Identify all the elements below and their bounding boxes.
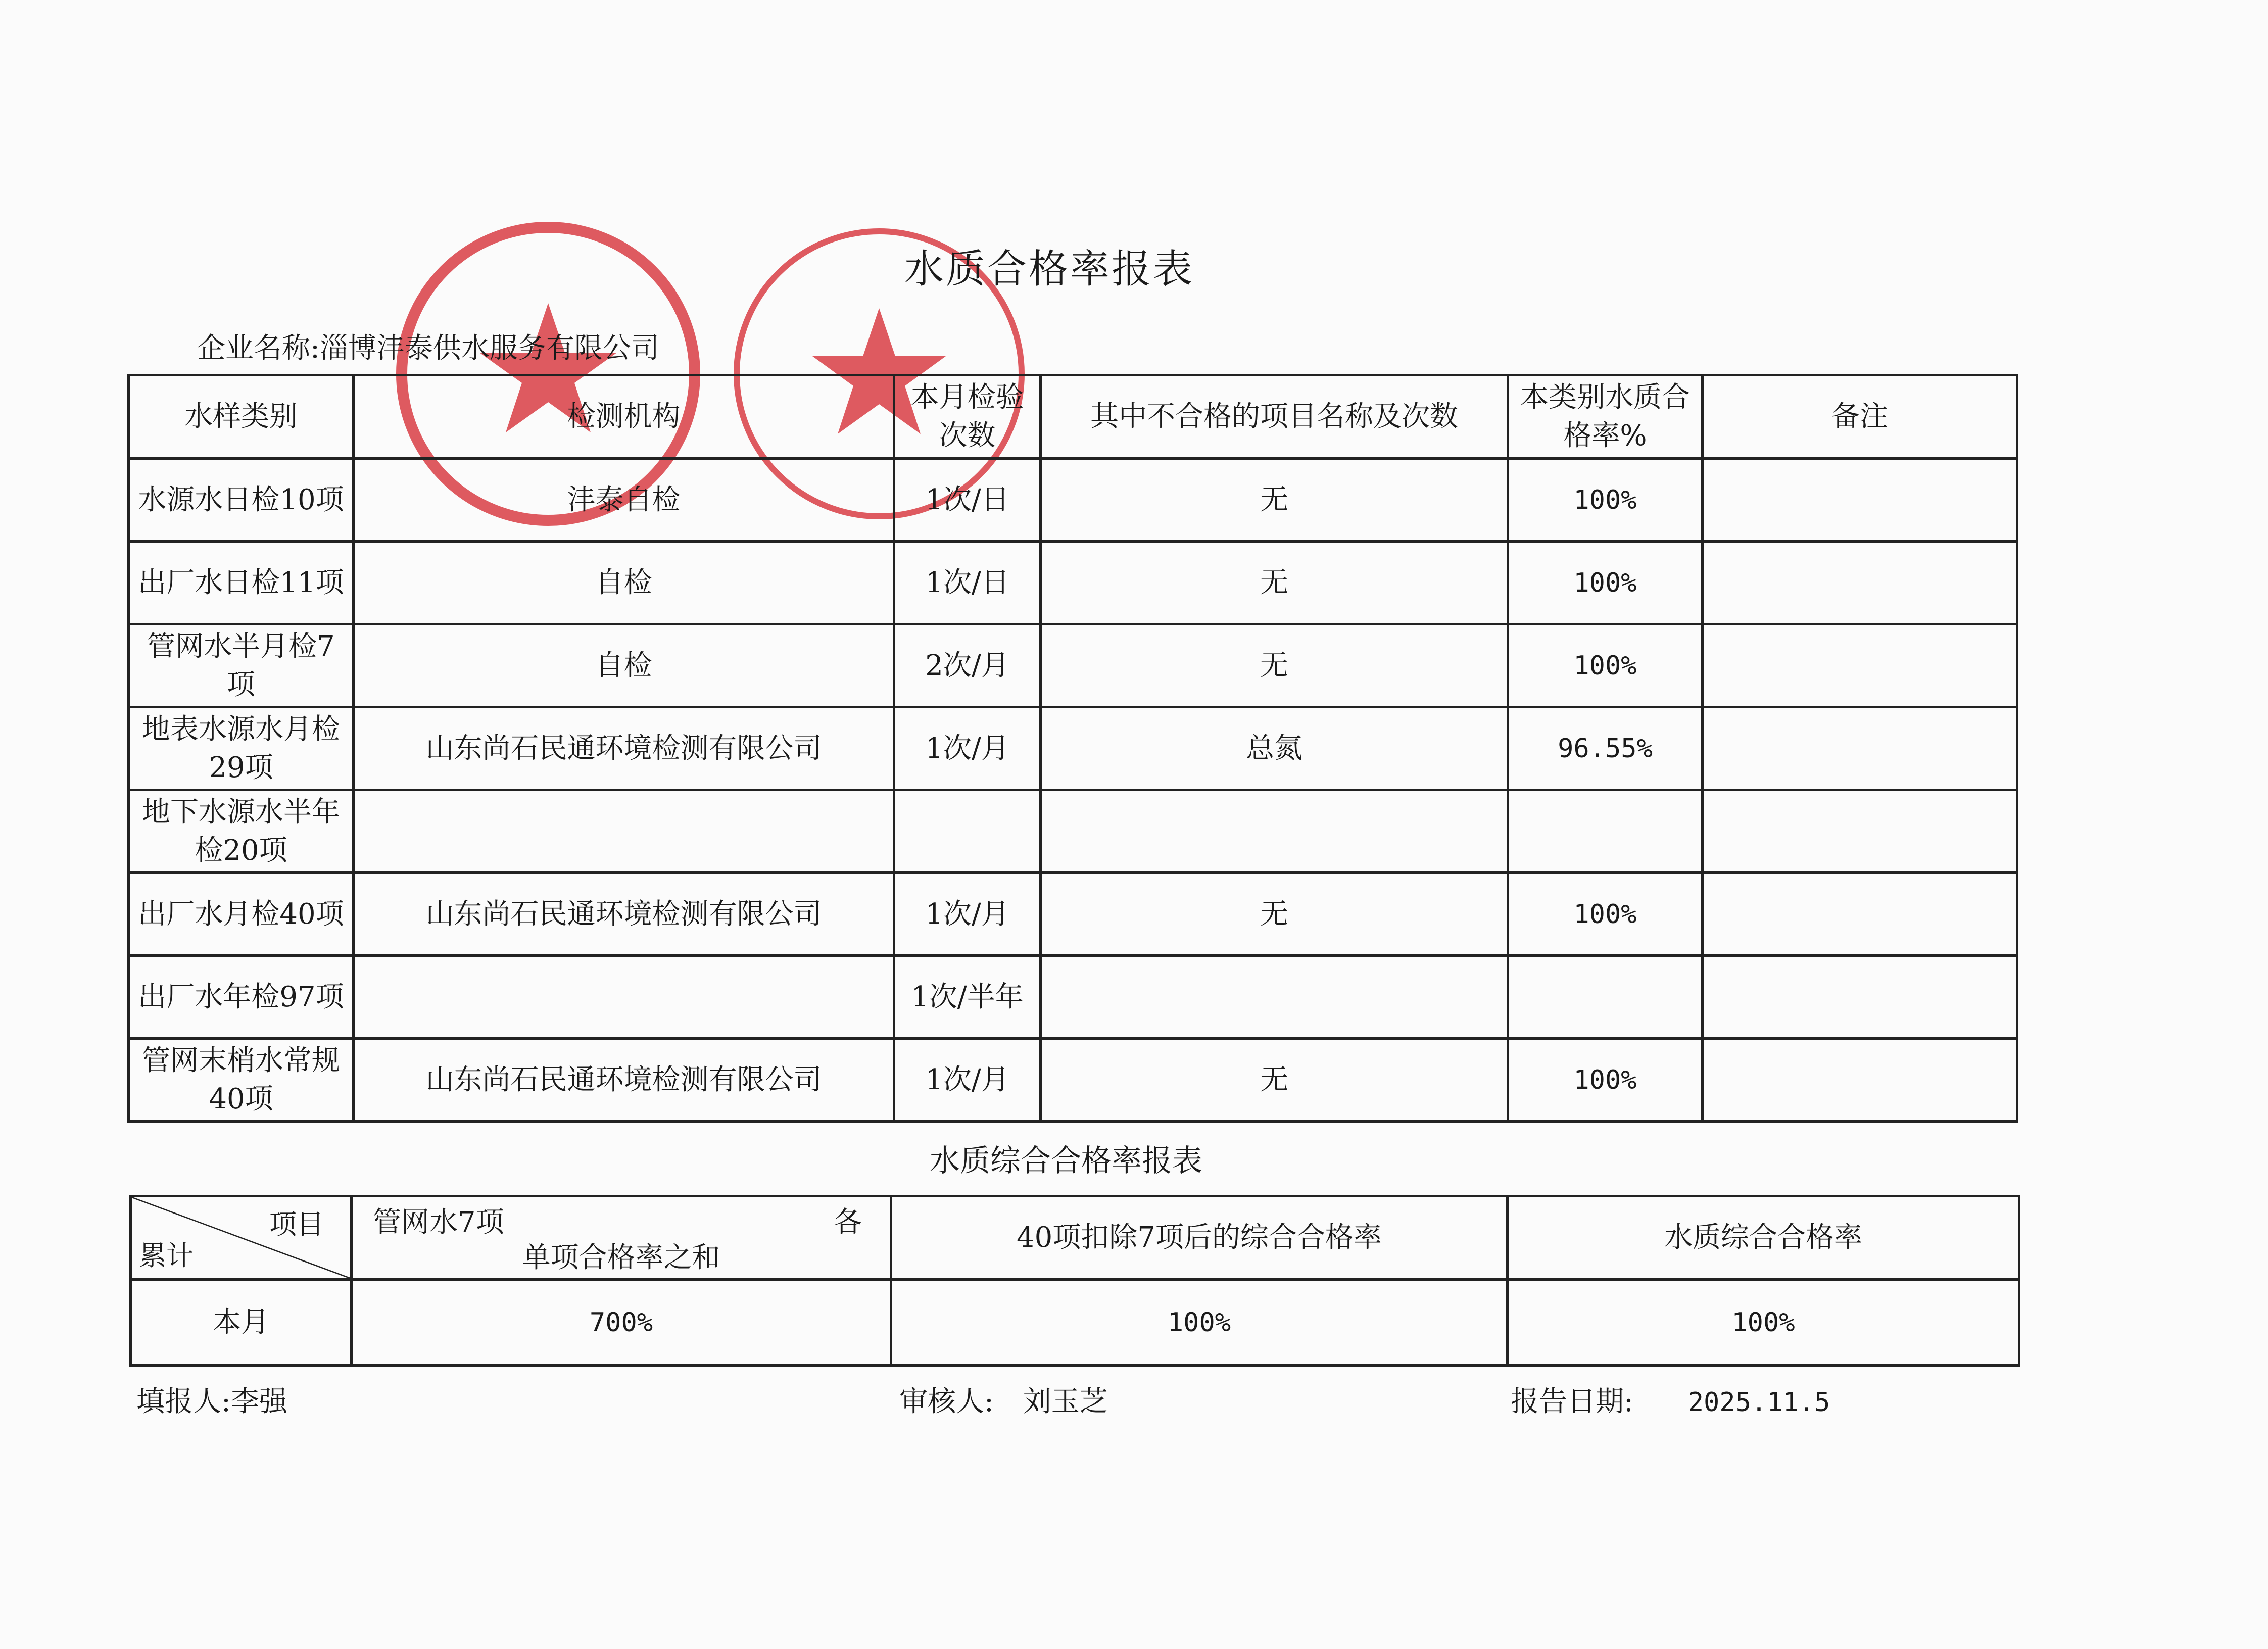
- cell-frequency: 1次/月: [894, 1039, 1041, 1122]
- table-row: [129, 873, 2017, 956]
- cell-rate: 100%: [1508, 459, 1703, 542]
- reviewer-label: 审核人:: [899, 1385, 994, 1418]
- cell-category: 地表水源水月检29项: [129, 707, 354, 790]
- cell-rate: 96.55%: [1508, 707, 1703, 790]
- cell-frequency: 1次/半年: [894, 956, 1041, 1039]
- cell-rate: [1508, 956, 1703, 1039]
- cell-agency: [354, 790, 894, 873]
- table-row: [129, 707, 2017, 790]
- summary-header-row: [131, 1196, 2019, 1280]
- company-line: [197, 326, 659, 366]
- cell-failed: 总氮: [1041, 707, 1508, 790]
- cell-note: [1703, 707, 2017, 790]
- date-field: [1511, 1379, 1830, 1420]
- cell-failed: 无: [1041, 459, 1508, 542]
- cell-category: 水源水日检10项: [129, 459, 354, 542]
- diagonal-header: [131, 1196, 352, 1280]
- table-row: [129, 790, 2017, 873]
- cell-frequency: 1次/月: [894, 707, 1041, 790]
- cell-category: 出厂水年检97项: [129, 956, 354, 1039]
- cell-note: [1703, 459, 2017, 542]
- cell-agency: 山东尚石民通环境检测有限公司: [354, 1039, 894, 1122]
- cell-rate: 100%: [1508, 624, 1703, 707]
- cell-failed: 无: [1041, 1039, 1508, 1122]
- date-label: 报告日期:: [1511, 1385, 1633, 1418]
- row-label: 本月: [131, 1280, 352, 1366]
- cell-frequency: 1次/日: [894, 542, 1041, 624]
- report-date: 2025.11.5: [1687, 1387, 1830, 1418]
- table-row: [129, 1039, 2017, 1122]
- table-row: [129, 542, 2017, 624]
- header-note: 备注: [1703, 375, 2017, 459]
- header-sum-rates: [352, 1196, 891, 1280]
- filler-name: 李强: [230, 1385, 287, 1418]
- header-category: 水样类别: [129, 375, 354, 459]
- cell-frequency: 1次/日: [894, 459, 1041, 542]
- cell-failed: 无: [1041, 873, 1508, 956]
- table-row: [129, 956, 2017, 1039]
- cell-note: [1703, 1039, 2017, 1122]
- header-pass-rate: 本类别水质合格率%: [1508, 375, 1703, 459]
- header-composite-40: 40项扣除7项后的综合合格率: [891, 1196, 1508, 1280]
- quality-table: [127, 374, 2018, 1123]
- header-agency: 检测机构: [354, 375, 894, 459]
- page-title: 水质合格率报表: [904, 247, 1195, 292]
- summary-row: [131, 1280, 2019, 1366]
- cell-frequency: 1次/月: [894, 873, 1041, 956]
- cell-agency: 沣泰自检: [354, 459, 894, 542]
- header-failed-items: 其中不合格的项目名称及次数: [1041, 375, 1508, 459]
- cell-agency: 山东尚石民通环境检测有限公司: [354, 707, 894, 790]
- cell-frequency: [894, 790, 1041, 873]
- cell-failed: [1041, 956, 1508, 1039]
- cell-rate: [1508, 790, 1703, 873]
- header-composite-rate: 水质综合合格率: [1508, 1196, 2019, 1280]
- summary-title: 水质综合合格率报表: [930, 1143, 1202, 1179]
- cell-category: 地下水源水半年检20项: [129, 790, 354, 873]
- reviewer-name: 刘玉芝: [1023, 1385, 1108, 1418]
- cell-rate: 100%: [1508, 1039, 1703, 1122]
- cell-agency: 山东尚石民通环境检测有限公司: [354, 873, 894, 956]
- cell-note: [1703, 790, 2017, 873]
- col1-left-text: 管网水7项: [373, 1206, 504, 1239]
- table-row: [129, 624, 2017, 707]
- table-row: [129, 459, 2017, 542]
- cell-agency: [354, 956, 894, 1039]
- cell-composite-rate: 100%: [1508, 1280, 2019, 1366]
- header-frequency: 本月检验次数: [894, 375, 1041, 459]
- summary-table: [129, 1195, 2020, 1367]
- cell-category: 管网末梢水常规40项: [129, 1039, 354, 1122]
- cell-failed: 无: [1041, 542, 1508, 624]
- diag-top-label: 项目: [269, 1208, 324, 1240]
- cell-category: 出厂水月检40项: [129, 873, 354, 956]
- cell-note: [1703, 873, 2017, 956]
- cell-failed: [1041, 790, 1508, 873]
- cell-failed: 无: [1041, 624, 1508, 707]
- col1-bottom-text: 单项合格率之和: [522, 1241, 720, 1274]
- cell-agency: 自检: [354, 542, 894, 624]
- cell-category: 出厂水日检11项: [129, 542, 354, 624]
- filler-field: [136, 1379, 287, 1420]
- cell-rate: 100%: [1508, 873, 1703, 956]
- reviewer-field: [899, 1379, 1108, 1420]
- diag-bottom-label: 累计: [139, 1240, 194, 1272]
- table-header-row: [129, 375, 2017, 459]
- cell-agency: 自检: [354, 624, 894, 707]
- col1-right-text: 各: [834, 1206, 862, 1239]
- cell-note: [1703, 956, 2017, 1039]
- cell-sum-rates: 700%: [352, 1280, 891, 1366]
- cell-composite-40: 100%: [891, 1280, 1508, 1366]
- company-name: 淄博沣泰供水服务有限公司: [319, 332, 659, 365]
- cell-frequency: 2次/月: [894, 624, 1041, 707]
- cell-category: 管网水半月检7项: [129, 624, 354, 707]
- cell-rate: 100%: [1508, 542, 1703, 624]
- filler-label: 填报人:: [136, 1385, 231, 1418]
- company-label: 企业名称:: [197, 332, 320, 365]
- cell-note: [1703, 624, 2017, 707]
- cell-note: [1703, 542, 2017, 624]
